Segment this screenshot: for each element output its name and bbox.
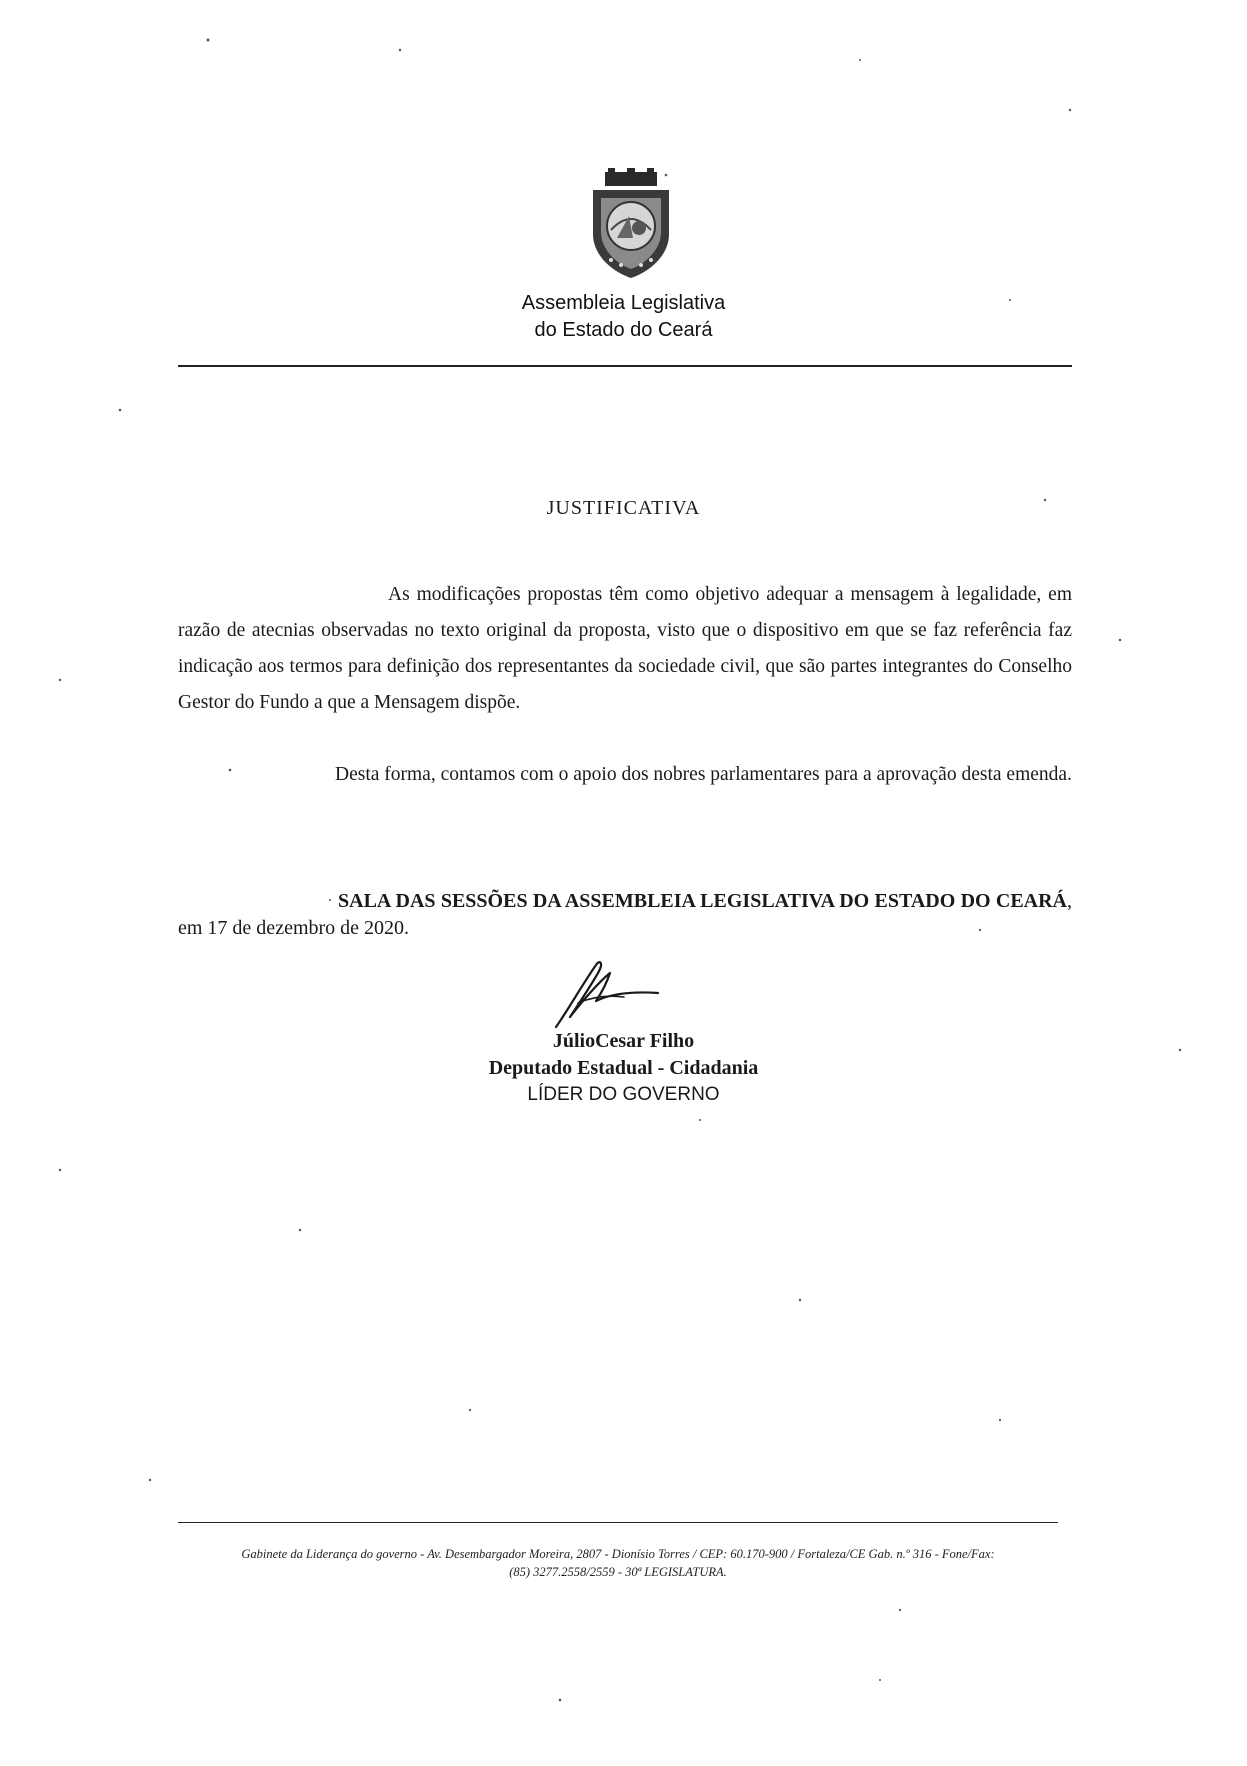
closing-bold-text: SALA DAS SESSÕES DA ASSEMBLEIA LEGISLATIVA DO ESTADO DO CEARÁ <box>338 890 1067 912</box>
justification-paragraph-2 <box>178 757 1072 793</box>
institution-name-line2: do Estado do Ceará <box>534 319 713 341</box>
closing-statement <box>178 888 1072 942</box>
closing-date-text: , em 17 de dezembro de 2020. <box>178 890 1072 939</box>
handwritten-signature-icon <box>548 955 668 1033</box>
state-coat-of-arms-icon <box>577 168 685 280</box>
justification-paragraph-1 <box>178 577 1072 721</box>
closing-text <box>178 888 1072 942</box>
footer-line-1: Gabinete da Liderança do governo - Av. Desembargador Moreira, 2807 - Dionísio Torres / CEP: 60.170-900 / Fortaleza/CE Gab. n.º 316 - Fone/Fax: <box>241 1547 995 1561</box>
footer-line-2: (85) 3277.2558/2559 - 30ª LEGISLATURA. <box>509 1565 727 1579</box>
footer-address <box>178 1545 1058 1581</box>
document-title: JUSTIFICATIVA <box>546 497 701 519</box>
signer-role: Deputado Estadual - Cidadania <box>488 1057 759 1079</box>
signer-name: JúlioCesar Filho <box>552 1030 695 1052</box>
footer-divider <box>178 1522 1058 1523</box>
paragraph-text: Desta forma, contamos com o apoio dos nobres parlamentares para a aprovação desta emenda. <box>335 764 1072 785</box>
header-divider <box>178 365 1072 367</box>
institution-name-line1: Assembleia Legislativa <box>521 292 726 314</box>
paragraph-text: As modificações propostas têm como objetivo adequar a mensagem à legalidade, em razão de atecnias observadas no texto original da proposta, visto que o dispositivo em que se faz referência faz indicação aos termos para definição dos representantes da sociedade civil, que são partes integrantes do Conselho Gestor do Fundo a que a Mensagem dispõe. <box>178 584 1072 713</box>
signer-title: LÍDER DO GOVERNO <box>527 1084 720 1105</box>
